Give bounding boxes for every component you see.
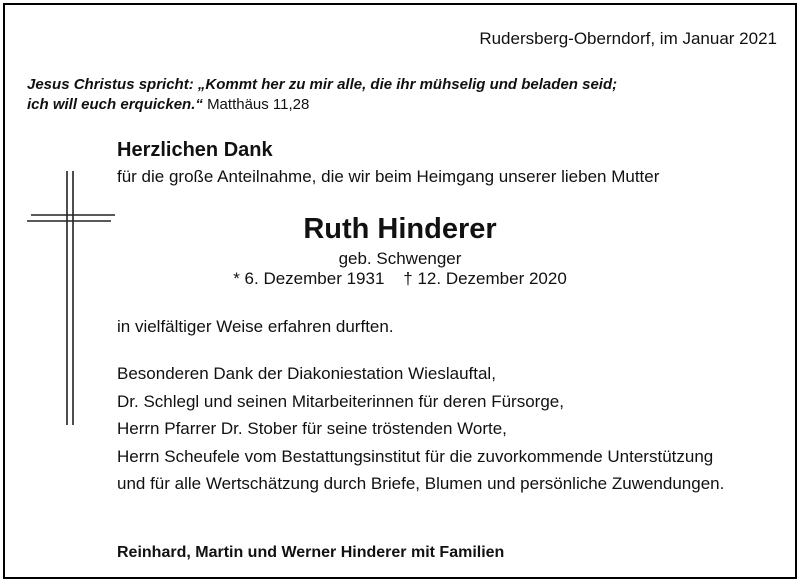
cross-icon — [27, 171, 123, 430]
list-item: Besonderen Dank der Diakoniestation Wieslauftal, — [117, 364, 496, 383]
deceased-maiden-name: geb. Schwenger — [338, 249, 462, 268]
list-item: Herrn Scheufele vom Bestattungsinstitut für die zuvorkommende Unterstützung — [117, 446, 714, 466]
quote-line-2-text: ich will euch erquicken.“ — [27, 96, 203, 113]
quote-line-1: Jesus Christus spricht: „Kommt her zu mir alle, die ihr mühselig und beladen seid; — [27, 76, 618, 93]
thanks-intro: für die große Anteilnahme, die wir beim Heimgang unserer lieben Mutter — [117, 167, 660, 186]
list-item: und für alle Wertschätzung durch Briefe, Blumen und persönliche Zuwendungen. — [117, 474, 725, 493]
quote-reference: Matthäus 11,28 — [207, 96, 310, 113]
list-item: Herrn Pfarrer Dr. Stober für seine tröstenden Worte, — [117, 419, 507, 438]
thanks-heading: Herzlichen Dank — [117, 139, 273, 161]
list-item: Dr. Schlegl und seinen Mitarbeiterinnen für deren Fürsorge, — [117, 391, 564, 411]
special-thanks-list — [117, 360, 724, 498]
deceased-name: Ruth Hinderer — [303, 213, 497, 245]
obituary-notice — [3, 3, 797, 579]
quote-line-2 — [27, 95, 727, 115]
life-dates: * 6. Dezember 1931 † 12. Dezember 2020 — [233, 269, 567, 288]
thanks-outro: in vielfältiger Weise erfahren durften. — [117, 317, 394, 336]
family-signature: Reinhard, Martin und Werner Hinderer mit Familien — [117, 544, 505, 561]
bible-quote — [27, 75, 727, 115]
place-date: Rudersberg-Oberndorf, im Januar 2021 — [479, 29, 777, 48]
